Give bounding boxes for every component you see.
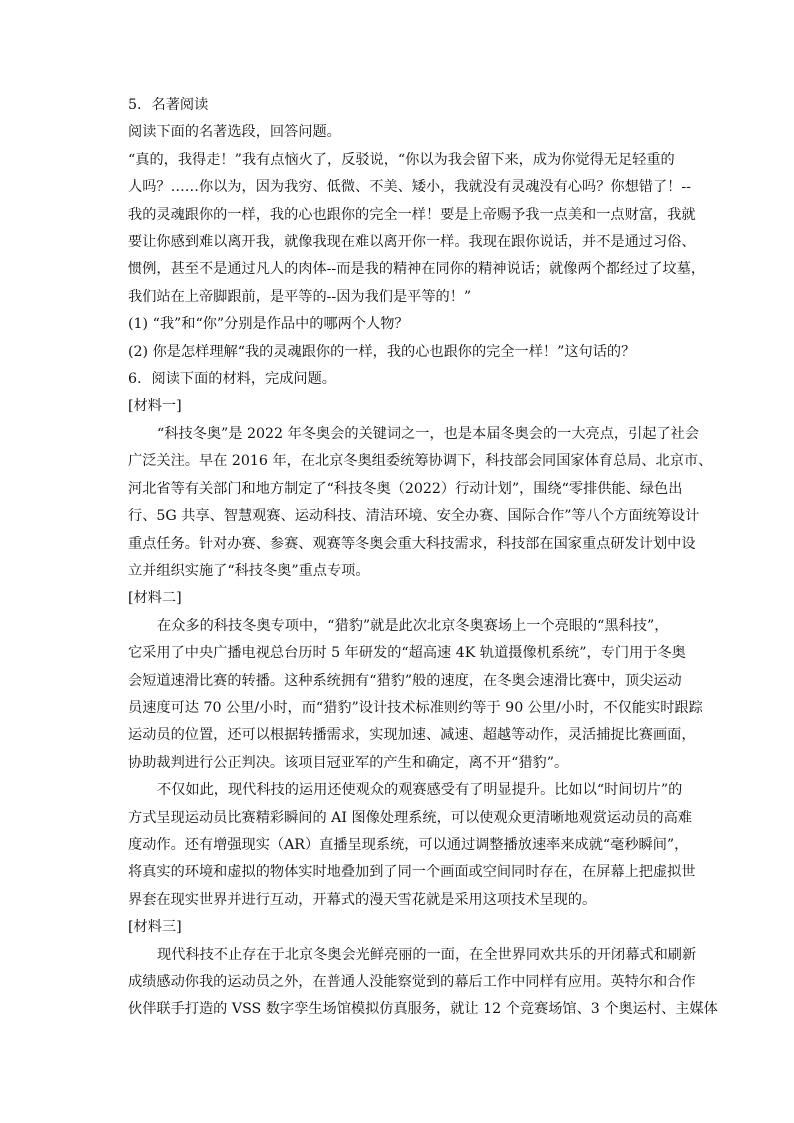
material-2-line: 它采用了中央广播电视总台历时 5 年研发的“超高速 4K 轨道摄像机系统”，专门用于冬奥: [128, 645, 686, 662]
passage-line: 我的灵魂跟你的一样，我的心也跟你的完全一样！要是上帝赐予我一点美和一点财富，我就: [128, 206, 696, 223]
material-2-line: 会短道速滑比赛的转播。这种系统拥有“猎豹”般的速度，在冬奥会速滑比赛中，顶尖运动: [128, 672, 682, 689]
sub-question-2: (2) 你是怎样理解“我的灵魂跟你的一样，我的心也跟你的完全一样！”这句话的？: [128, 343, 636, 360]
material-2-line: 界套在现实世界并进行互动，开幕式的漫天雪花就是采用这项技术呈现的。: [128, 891, 597, 908]
question-6-heading: [128, 366, 696, 393]
question-5-instruction: 阅读下面的名著选段，回答问题。: [128, 124, 341, 141]
material-1-line: “科技冬奥”是 2022 年冬奥会的关键词之一，也是本届冬奥会的一大亮点，引起了社会: [157, 425, 700, 442]
material-3-line: 伙伴联手打造的 VSS 数字孪生场馆模拟仿真服务，就让 12 个竞赛场馆、3 个奥运村、主媒体: [128, 1001, 718, 1018]
material-2-line: 度动作。还有增强现实（AR）直播呈现系统，可以通过调整播放速率来成就“毫秒瞬间”，: [128, 836, 689, 853]
passage-line: 我们站在上帝脚跟前，是平等的--因为我们是平等的！”: [128, 288, 472, 305]
material-2-line: 协助裁判进行公正判决。该项目冠亚军的产生和确定，离不开“猎豹”。: [128, 754, 569, 771]
material-1-line: 广泛关注。早在 2016 年，在北京冬奥组委统筹协调下，科技部会同国家体育总局、北京市、: [128, 453, 713, 470]
passage-line: “真的，我得走！”我有点恼火了，反驳说，“你以为我会留下来，成为你觉得无足轻重的: [128, 151, 675, 168]
passage-line: 惯例，甚至不是通过凡人的肉体--而是我的精神在同你的精神说话；就像两个都经过了坟墓，: [128, 261, 706, 278]
material-1-line: 立并组织实施了“科技冬奥”重点专项。: [128, 562, 370, 579]
material-3-label: [材料三]: [128, 919, 182, 936]
question-title: 名著阅读: [151, 97, 209, 113]
question-5-heading: [128, 92, 696, 119]
passage-line: 人吗？……你以为，因为我穷、低微、不美、矮小，我就没有灵魂没有心吗？你想错了！--: [128, 179, 691, 196]
material-3-line: 现代科技不止存在于北京冬奥会光鲜亮丽的一面，在全世界同欢共乐的开闭幕式和刷新: [157, 946, 697, 963]
question-number: 6.: [128, 371, 142, 388]
document-page: [128, 92, 718, 1024]
material-1-line: 河北省等有关部门和地方制定了“科技冬奥（2022）行动计划”，围绕“零排供能、绿色出: [128, 480, 683, 497]
material-2-line: 将真实的环境和虚拟的物体实时地叠加到了同一个画面或空间同时存在，在屏幕上把虚拟世: [128, 864, 696, 881]
material-1-line: 重点任务。针对办赛、参赛、观赛等冬奥会重大科技需求，科技部在国家重点研发计划中设: [128, 535, 696, 552]
material-2-line: 方式呈现运动员比赛精彩瞬间的 AI 图像处理系统，可以使观众更清晰地观赏运动员的高难: [128, 809, 692, 826]
question-title: 阅读下面的材料，完成问题。: [151, 371, 336, 388]
material-1-line: 行、5G 共享、智慧观赛、运动科技、清洁环境、安全办赛、国际合作”等八个方面统筹设计: [128, 508, 700, 525]
sub-question-1: (1) “我”和“你”分别是作品中的哪两个人物？: [128, 316, 409, 333]
question-number: 5.: [128, 97, 142, 113]
material-2-line: 不仅如此，现代科技的运用还使观众的观赛感受有了明显提升。比如以“时间切片”的: [157, 782, 683, 799]
material-2-line: 员速度可达 70 公里/小时，而“猎豹”设计技术标准则约等于 90 公里/小时，不仅能实时跟踪: [128, 699, 703, 716]
material-2-line: 运动员的位置，还可以根据转播需求，实现加速、减速、超越等动作，灵活捕捉比赛画面，: [128, 727, 696, 744]
material-2-line: 在众多的科技冬奥专项中，“猎豹”就是此次北京冬奥赛场上一个亮眼的“黑科技”，: [157, 617, 669, 634]
material-1-label: [材料一]: [128, 398, 182, 415]
material-3-line: 成绩感动你我的运动员之外，在普通人没能察觉到的幕后工作中同样有应用。英特尔和合作: [128, 974, 696, 990]
passage-line: 要让你感到难以离开我，就像我现在难以离开你一样。我现在跟你说话，并不是通过习俗、: [128, 234, 696, 251]
material-2-label: [材料二]: [128, 590, 182, 607]
